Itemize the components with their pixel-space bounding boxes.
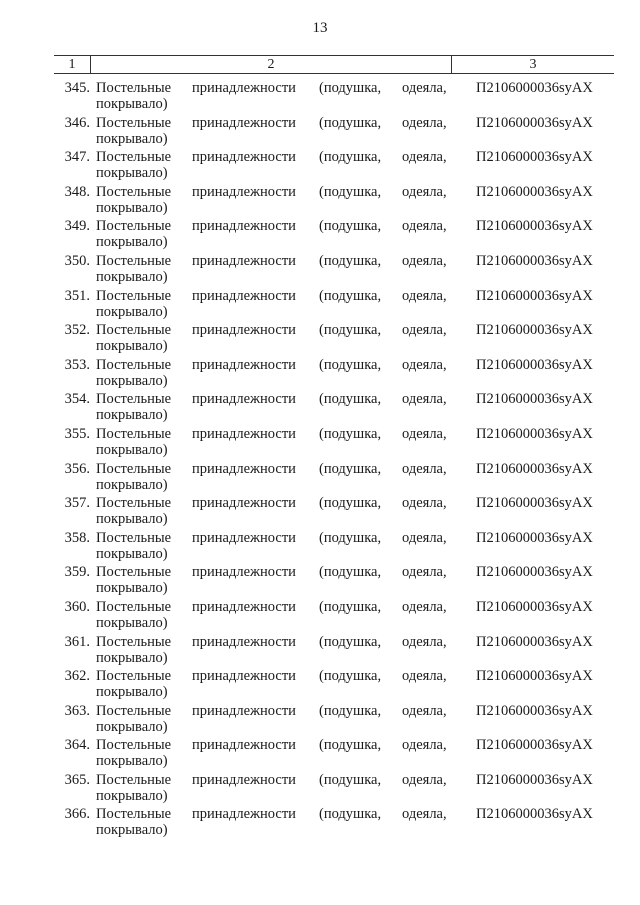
item-word-pokryvalo: покрывало) [96,476,168,493]
item-word-postelnye: Постельные [96,356,172,373]
item-word-pokryvalo: покрывало) [96,441,168,458]
item-word-postelnye: Постельные [96,737,172,754]
item-word-odeyala: одеяла, [402,287,447,304]
item-word-odeyala: одеяла, [402,668,447,685]
item-word-podushka: (подушка, [319,771,382,788]
table-row [0,253,640,288]
item-word-prinadlezhnosti: принадлежности [192,564,296,581]
item-word-pokryvalo: покрывало) [96,649,168,666]
item-word-pokryvalo: покрывало) [96,753,168,770]
item-word-postelnye: Постельные [96,80,172,96]
item-word-podushka: (подушка, [319,668,382,685]
row-number: 361. [64,633,90,650]
item-word-prinadlezhnosti: принадлежности [192,391,296,408]
item-code: П2106000036syAX [476,391,593,408]
item-word-odeyala: одеяла, [402,425,447,442]
item-word-podushka: (подушка, [319,633,382,650]
item-word-podushka: (подушка, [319,183,382,200]
item-word-odeyala: одеяла, [402,114,447,131]
item-word-prinadlezhnosti: принадлежности [192,114,296,131]
item-word-odeyala: одеяла, [402,322,447,339]
item-word-prinadlezhnosti: принадлежности [192,322,296,339]
item-word-pokryvalo: покрывало) [96,545,168,562]
item-word-podushka: (подушка, [319,495,382,512]
item-word-postelnye: Постельные [96,114,172,131]
item-word-prinadlezhnosti: принадлежности [192,460,296,477]
item-word-podushka: (подушка, [319,252,382,269]
item-word-podushka: (подушка, [319,322,382,339]
item-word-podushka: (подушка, [319,391,382,408]
item-code: П2106000036syAX [476,771,593,788]
row-number: 353. [64,356,90,373]
item-word-postelnye: Постельные [96,322,172,339]
item-word-pokryvalo: покрывало) [96,407,168,424]
table-row [0,184,640,219]
item-word-pokryvalo: покрывало) [96,822,168,839]
item-word-prinadlezhnosti: принадлежности [192,80,296,96]
table-row [0,806,640,841]
table-row [0,80,640,115]
item-word-postelnye: Постельные [96,598,172,615]
item-word-pokryvalo: покрывало) [96,580,168,597]
item-code: П2106000036syAX [476,737,593,754]
item-word-odeyala: одеяла, [402,564,447,581]
item-word-prinadlezhnosti: принадлежности [192,633,296,650]
table-row [0,703,640,738]
item-word-postelnye: Постельные [96,218,172,235]
item-word-odeyala: одеяла, [402,771,447,788]
row-number: 364. [64,737,90,754]
item-word-podushka: (подушка, [319,564,382,581]
row-number: 352. [64,322,90,339]
item-code: П2106000036syAX [476,460,593,477]
item-word-podushka: (подушка, [319,218,382,235]
page-number: 13 [312,20,328,36]
item-word-odeyala: одеяла, [402,460,447,477]
item-word-postelnye: Постельные [96,564,172,581]
table-body [0,80,640,841]
row-number: 346. [64,114,90,131]
item-code: П2106000036syAX [476,252,593,269]
item-word-odeyala: одеяла, [402,252,447,269]
item-word-pokryvalo: покрывало) [96,234,168,251]
item-word-prinadlezhnosti: принадлежности [192,356,296,373]
item-word-pokryvalo: покрывало) [96,684,168,701]
item-word-odeyala: одеяла, [402,806,447,823]
table-row [0,564,640,599]
item-code: П2106000036syAX [476,149,593,166]
item-word-prinadlezhnosti: принадлежности [192,149,296,166]
item-word-postelnye: Постельные [96,460,172,477]
item-code: П2106000036syAX [476,80,593,96]
table-row [0,634,640,669]
row-number: 355. [64,425,90,442]
item-word-pokryvalo: покрывало) [96,718,168,735]
row-number: 363. [64,702,90,719]
item-word-pokryvalo: покрывало) [96,787,168,804]
row-number: 349. [64,218,90,235]
item-code: П2106000036syAX [476,322,593,339]
row-number: 360. [64,598,90,615]
table-row [0,461,640,496]
item-code: П2106000036syAX [476,218,593,235]
item-word-odeyala: одеяла, [402,183,447,200]
row-number: 351. [64,287,90,304]
row-number: 365. [64,771,90,788]
item-word-prinadlezhnosti: принадлежности [192,495,296,512]
item-word-postelnye: Постельные [96,183,172,200]
item-word-odeyala: одеяла, [402,356,447,373]
row-number: 357. [64,495,90,512]
item-code: П2106000036syAX [476,633,593,650]
item-word-postelnye: Постельные [96,771,172,788]
item-word-odeyala: одеяла, [402,529,447,546]
item-code: П2106000036syAX [476,702,593,719]
item-word-podushka: (подушка, [319,425,382,442]
item-code: П2106000036syAX [476,598,593,615]
item-word-postelnye: Постельные [96,391,172,408]
table-header-col-2: 2 [267,57,275,72]
item-word-postelnye: Постельные [96,529,172,546]
row-number: 348. [64,183,90,200]
item-word-odeyala: одеяла, [402,702,447,719]
item-code: П2106000036syAX [476,114,593,131]
item-code: П2106000036syAX [476,564,593,581]
table-header-col-3: 3 [529,57,537,72]
row-number: 354. [64,391,90,408]
item-word-podushka: (подушка, [319,149,382,166]
item-word-odeyala: одеяла, [402,149,447,166]
item-word-odeyala: одеяла, [402,80,447,96]
item-word-prinadlezhnosti: принадлежности [192,529,296,546]
item-word-odeyala: одеяла, [402,598,447,615]
item-word-postelnye: Постельные [96,425,172,442]
row-number: 350. [64,252,90,269]
item-word-podushka: (подушка, [319,598,382,615]
item-code: П2106000036syAX [476,183,593,200]
row-number: 356. [64,460,90,477]
item-word-prinadlezhnosti: принадлежности [192,218,296,235]
item-code: П2106000036syAX [476,425,593,442]
item-word-prinadlezhnosti: принадлежности [192,287,296,304]
item-code: П2106000036syAX [476,668,593,685]
item-word-pokryvalo: покрывало) [96,130,168,147]
item-word-pokryvalo: покрывало) [96,511,168,528]
table-header-col-1: 1 [68,57,76,72]
table-row [0,357,640,392]
item-word-podushka: (подушка, [319,529,382,546]
item-word-postelnye: Постельные [96,149,172,166]
row-number: 366. [64,806,90,823]
table-header-row [54,55,614,74]
item-word-pokryvalo: покрывало) [96,338,168,355]
item-word-prinadlezhnosti: принадлежности [192,806,296,823]
item-word-podushka: (подушка, [319,806,382,823]
item-word-postelnye: Постельные [96,806,172,823]
item-word-postelnye: Постельные [96,633,172,650]
table-row [0,495,640,530]
item-word-odeyala: одеяла, [402,633,447,650]
item-word-pokryvalo: покрывало) [96,96,168,112]
item-word-podushka: (подушка, [319,702,382,719]
item-word-postelnye: Постельные [96,702,172,719]
table-row [0,391,640,426]
table-row [0,530,640,565]
table-row [0,426,640,461]
item-word-postelnye: Постельные [96,252,172,269]
table-row [0,737,640,772]
item-word-podushka: (подушка, [319,356,382,373]
item-word-odeyala: одеяла, [402,737,447,754]
item-word-podushka: (подушка, [319,460,382,477]
row-number: 362. [64,668,90,685]
table-row [0,599,640,634]
table-row [0,149,640,184]
item-word-podushka: (подушка, [319,80,382,96]
item-word-pokryvalo: покрывало) [96,372,168,389]
table-row [0,772,640,807]
row-number: 359. [64,564,90,581]
table-row [0,288,640,323]
item-word-prinadlezhnosti: принадлежности [192,252,296,269]
row-number: 345. [64,80,90,96]
table-row [0,115,640,150]
item-word-prinadlezhnosti: принадлежности [192,668,296,685]
table-row [0,668,640,703]
item-word-prinadlezhnosti: принадлежности [192,737,296,754]
item-word-prinadlezhnosti: принадлежности [192,598,296,615]
item-word-podushka: (подушка, [319,114,382,131]
item-word-podushka: (подушка, [319,287,382,304]
item-word-odeyala: одеяла, [402,495,447,512]
item-word-prinadlezhnosti: принадлежности [192,183,296,200]
item-word-odeyala: одеяла, [402,218,447,235]
item-word-postelnye: Постельные [96,668,172,685]
item-word-postelnye: Постельные [96,287,172,304]
item-word-pokryvalo: покрывало) [96,199,168,216]
item-word-pokryvalo: покрывало) [96,614,168,631]
table-row [0,218,640,253]
item-word-pokryvalo: покрывало) [96,165,168,182]
row-number: 358. [64,529,90,546]
item-word-postelnye: Постельные [96,495,172,512]
item-word-pokryvalo: покрывало) [96,303,168,320]
item-word-prinadlezhnosti: принадлежности [192,771,296,788]
item-word-prinadlezhnosti: принадлежности [192,425,296,442]
item-code: П2106000036syAX [476,356,593,373]
item-code: П2106000036syAX [476,806,593,823]
item-code: П2106000036syAX [476,529,593,546]
item-code: П2106000036syAX [476,287,593,304]
item-code: П2106000036syAX [476,495,593,512]
item-word-podushka: (подушка, [319,737,382,754]
row-number: 347. [64,149,90,166]
table-row [0,322,640,357]
item-word-pokryvalo: покрывало) [96,268,168,285]
item-word-odeyala: одеяла, [402,391,447,408]
item-word-prinadlezhnosti: принадлежности [192,702,296,719]
